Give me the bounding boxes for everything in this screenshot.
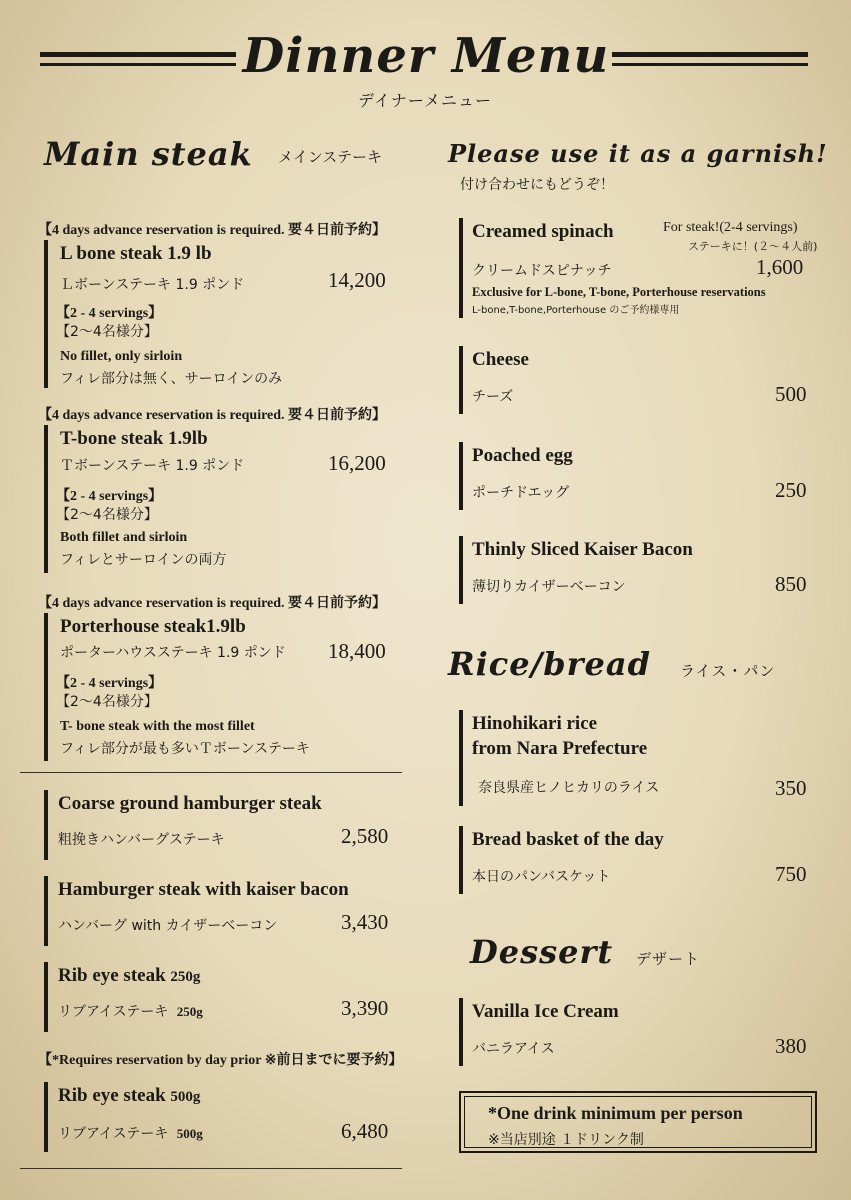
item-weight: 250g [170,969,201,985]
main-steak-title-jp: メインステーキ [278,148,382,166]
item-weight-jp: 250g [176,1004,203,1019]
item-name: L bone steak 1.9 lb [60,243,212,264]
item-price: 6,480 [341,1119,389,1143]
item-name: Poached egg [472,445,573,466]
section-divider [20,1168,402,1169]
item-price: 1,600 [756,255,804,279]
item-servings-jp: 【2～4名様分】 [56,507,158,523]
steak-item-hamburger [44,790,408,860]
garnish-title: Please use it as a garnish! [448,139,828,168]
bread-item-basket [459,826,823,894]
item-name: Creamed spinach [472,221,614,242]
item-price: 18,400 [328,639,386,663]
item-name-jp: 本日のパンバスケット [472,869,611,885]
reservation-note: 【4 days advance reservation is required. 要４日前予約】 [38,408,387,423]
item-name-text: Rib eye steak [58,965,166,986]
item-price: 350 [775,776,807,800]
item-servings: 【2 - 4 servings】 [56,676,163,691]
item-description: T- bone steak with the most fillet [60,719,255,734]
section-divider [20,772,402,773]
rice-item-hinohikari [459,710,823,806]
exclusive-note-jp: L-bone,T-bone,Porterhouse のご予約様専用 [472,305,680,316]
dessert-item-vanilla [459,998,823,1066]
header-rule-right-bottom [612,63,808,66]
item-name: Coarse ground hamburger steak [58,793,322,814]
rice-bread-title-jp: ライス・パン [680,662,776,680]
item-name: Porterhouse steak1.9lb [60,616,246,637]
garnish-item-spinach [459,218,823,318]
dessert-title-jp: デザート [636,950,701,968]
item-name: Vanilla Ice Cream [472,1001,619,1022]
item-description-jp: フィレとサーロインの両方 [60,552,227,568]
item-name: T-bone steak 1.9lb [60,428,208,449]
steak-item-rib-eye-500 [44,1082,408,1152]
garnish-title-jp: 付け合わせにもどうぞ！ [460,177,614,193]
item-name-jp: 奈良県産ヒノヒカリのライス [478,780,660,796]
item-weight: 500g [170,1089,201,1105]
item-description: No fillet, only sirloin [60,349,183,364]
item-name-jp: ハンバーグ with カイザーベーコン [58,918,278,934]
prior-reservation-note: 【*Requires reservation by day prior ※前日までに要予約】 [38,1053,403,1068]
item-price: 3,390 [341,996,389,1020]
item-name: Thinly Sliced Kaiser Bacon [472,539,693,560]
page-subtitle: デイナーメニュー [357,91,493,110]
item-price: 14,200 [328,268,386,292]
item-price: 16,200 [328,451,386,475]
steak-item-rib-eye-250 [44,962,408,1032]
item-name: Bread basket of the day [472,829,664,850]
reservation-note: 【4 days advance reservation is required. 要４日前予約】 [38,596,387,611]
drink-notice-box [459,1091,817,1153]
garnish-item-cheese [459,346,823,414]
rice-bread-title: Rice/bread [448,645,651,683]
exclusive-note: Exclusive for L-bone, T-bone, Porterhouse reservations [472,285,766,299]
item-price: 380 [775,1034,807,1058]
item-name-jp-text: リブアイステーキ [58,1004,169,1020]
item-name-text: Rib eye steak [58,1085,166,1106]
item-name-jp-text: リブアイステーキ [58,1126,169,1142]
for-steak-note-jp: ステーキに！(２～４人前) [688,240,818,253]
item-description-jp: フィレ部分が最も多いＴボーンステーキ [60,741,310,757]
item-price: 500 [775,382,807,406]
steak-item-l-bone [44,240,408,388]
item-name-jp: ポーチドエッグ [472,485,570,501]
steak-item-hamburger-bacon [44,876,408,946]
item-name-jp: 粗挽きハンバーグステーキ [58,832,225,848]
item-servings: 【2 - 4 servings】 [56,306,163,321]
steak-item-t-bone [44,425,408,573]
reservation-note: 【4 days advance reservation is required. 要４日前予約】 [38,223,387,238]
item-price: 850 [775,572,807,596]
item-name-jp [58,1123,203,1143]
item-price: 3,430 [341,910,389,934]
item-price: 750 [775,862,807,886]
item-description-jp: フィレ部分は無く、サーロインのみ [60,371,283,387]
item-name: Cheese [472,349,529,370]
header-rule-right-top [612,52,808,57]
steak-item-porterhouse [44,613,408,761]
garnish-item-poached-egg [459,442,823,510]
item-name-jp: チーズ [472,389,514,405]
item-servings-jp: 【2～4名様分】 [56,324,158,340]
item-name-jp: Ｔボーンステーキ 1.9 ポンド [60,458,245,474]
item-name-jp: ポーターハウスステーキ 1.9 ポンド [60,645,286,661]
garnish-item-kaiser-bacon [459,536,823,604]
item-name-line2: from Nara Prefecture [472,738,648,759]
item-name-line1: Hinohikari rice [472,713,598,734]
item-price: 2,580 [341,824,389,848]
item-servings: 【2 - 4 servings】 [56,489,163,504]
item-servings-jp: 【2～4名様分】 [56,694,158,710]
drink-notice-jp: ※当店別途 １ドリンク制 [488,1132,644,1148]
item-description: Both fillet and sirloin [60,530,188,545]
dessert-title: Dessert [470,933,614,971]
page-title: Dinner Menu [242,28,610,84]
item-name-jp: クリームドスピナッチ [472,263,612,279]
header-rule-left-bottom [40,63,236,66]
item-name: Hamburger steak with kaiser bacon [58,879,349,900]
item-weight-jp: 500g [176,1126,203,1141]
item-name-jp: 薄切りカイザーベーコン [472,579,626,595]
item-name-jp: バニラアイス [472,1041,555,1057]
drink-notice-en: *One drink minimum per person [488,1103,743,1123]
item-name [58,965,200,987]
item-price: 250 [775,478,807,502]
item-name-jp: Ｌボーンステーキ 1.9 ポンド [60,277,245,293]
for-steak-note: For steak!(2-4 servings) [663,220,798,235]
header-rule-left-top [40,52,236,57]
item-name [58,1085,200,1107]
main-steak-title: Main steak [44,135,253,173]
item-name-jp [58,1001,203,1021]
